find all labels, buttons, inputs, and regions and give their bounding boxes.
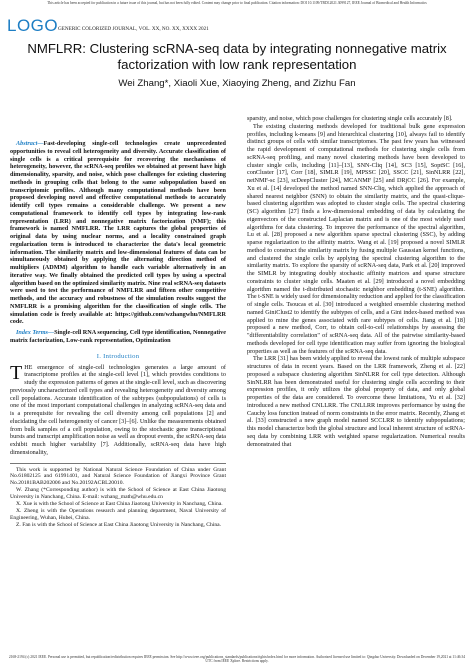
- footnote-author-fan: Z. Fan is with the School of Science at East China Jiaotong University in Nanchang, China.: [16, 521, 222, 528]
- section-heading-introduction: I. Introduction: [96, 352, 140, 360]
- intro-paragraph: [10, 361, 226, 457]
- abstract: [10, 140, 226, 326]
- paper-authors: Wei Zhang*, Xiaoli Xue, Xiaoying Zheng, and Zizhu Fan: [118, 78, 356, 89]
- journal-info-line: GENERIC COLORIZED JOURNAL, VOL. XX, NO. XX, XXXX 2021: [58, 26, 209, 32]
- index-terms: [10, 329, 226, 345]
- paper-title: NMFLRR: Clustering scRNA-seq data by integrating nonnegative matrix factorization with low rank representation: [27, 41, 447, 72]
- body-paragraph: The LRR [31] has been widely applied to reveal the lowest rank of multiple subspace structures of data in recent years. Based on the LRR framework, Zheng et al. [22] proposed a subspace clustering algorithm SinNLRR for cell type detection. Although SinNLRR has been demonstrated useful for clustering single cells according to their expression profiles, it only utilizes the global property of data, and only global properties of the data are considered. To overcome these limitations, Yu et al. [32] introduced a new method CNLLRR. The CNLLRR improves performance by using the Cauchy loss function instead of norm constraints in the error matrix. Recently, Zhang et al. [33] constructed a new graph model named SCCLRR to identify subpopulations; this model characterize both the global structure and local inherent structure of scRNA-seq data by combining LRR with weighted sparse regularization. Numerical results demonstrated that: [247, 355, 465, 448]
- footnote-author-zheng: X. Zheng is with the Operations research and planning department, Naval University of Engineering, Wuhan, Hubei, China.: [10, 507, 226, 521]
- footnote-author-zhang: W. Zhang (*Corresponding author) is with the School of Science at East China Jiaotong University in Nanchang, China. E-mail: wzhang_math@whu.edu.cn: [10, 487, 226, 501]
- body-paragraph: sparsity, and noise, which pose challenges for clustering single cells accurately [8].: [247, 115, 453, 122]
- left-column: [10, 140, 226, 529]
- footnote-author-xue: X. Xue is with the School of Science at East China Jiaotong University in Nanchang, China.: [16, 501, 223, 508]
- intro-text: HE emergence of single-cell technologies generates a large amount of transcriptome profiles at the single-cell level [1], which provides conditions to study the expression patterns of genes at the single-cell level, such as discovering previously uncharacterized cell types and revealing heterogeneity and diversity among cell populations. Accurate identification of the subtypes (subpopulations) of cells is one of the most important computational challenges in analyzing scRNA-seq data and is a prerequisite for revealing the cell diversity among cell populations [2] and elucidating the cell heterogeneity of cancer [3]–[6]. Unlike the measurements obtained from bulk samples of a cell population, owing to the stochastic gene transcriptional bursts and transcript amplification noise as well as dropout events, the scRNA-seq data exhibit much higher variability [7]. Additionally, scRNA-seq data have high dimensionality,: [10, 363, 226, 456]
- footnote-funding: This work is supported by National Natural Science Foundation of China under Grant No.61802125 and 61991401, and Natural Science Foundation of Jiangxi Province Grant No.20181BAB202006 and No.20192ACBL20010.: [10, 466, 226, 487]
- journal-logo: LOGO: [7, 16, 59, 35]
- index-terms-lead: Index Terms—: [16, 329, 55, 336]
- accepted-notice: This article has been accepted for publication in a future issue of this journal, but has not been fully edited. Content may change prior to final publication. Citation information: DOI 10.1109/TBDI.2021.3099127, IEEE Journal of Biomedical and Health Informatics: [47, 1, 427, 5]
- drop-cap: T: [10, 361, 23, 384]
- right-column: [247, 115, 465, 448]
- page-footer: 2168-2194 (c) 2021 IEEE. Personal use is permitted, but republication/redistribution requires IEEE permission. See http://www.ieee.org/publications_standards/publications/rights/index.html for more information. Authorized licensed use limited to: Qingdao University. Downloaded on December 19,2021 at 11:46:34 UTC from IEEE Xplore. Restrictions apply.: [8, 655, 466, 664]
- index-terms-text: Single-cell RNA sequencing, Cell type identification, Nonnegative matrix factorization, Low-rank representation, Optimization: [10, 329, 226, 344]
- body-paragraph: The existing clustering methods developed for traditional bulk gene expression profiles, including k-means [9] and hierarchical clustering [10], always fail to identify distinct groups of cells with similar transcriptomes. The past few years has witnessed the rapid development of computational methods for clustering single cells from scRNA-seq profiling, and many novel clustering methods have been developed to cluster single cells, including [11]–[13], SNN-Cliq [14], SC3 [15], SoptSC [16], conCluster [17], Corr [18], SIMLR [19], MPSSC [20], SSCC [21], SinNLRR [22], netNMF-sc [23], scDeepCluster [24], MCANMF [25] and DRjCC [26]. For example, Xu et al. [14] developed the method named SNN-Cliq, which applied the approach of shared nearest neighbor (SNN) to obtain the similarity matrix, and the quasi-clique-based clustering algorithm was adopted to cluster single cells. The spectral clustering (SC) algorithm [27] finds a low-dimensional embedding of data by calculating the eigenvectors of the constructed Laplacian matrix and is one of the most widely used algorithms for data clustering. To improve the performance of the spectral algorithm, Lu et al. [28] proposed a new algorithm sparse spectral clustering (SSC), by adding sparse regularization to the affinity matrix. Wang et al. [19] proposed a novel SIMLR method to construct the similarity matrix by fusing multiple Gaussian kernel functions, and clustered the single cells by applying the spectral clustering algorithm to the similarity matrix. To explore the sparsity of scRNA-seq data, Park et al. [20] improved the SIMLR by integrating doubly stochastic affinity matrices and sparse structure constraints to cluster single cells. Maaten et al. [29] introduced a novel embedding algorithm named the t-distributed stochastic neighbor embedding (t-SNE) algorithm. The t-SNE is widely used for dimensionality reduction and applied for the classification of single cells. Tsoucas et al. [30] introduced a weighted ensemble clustering method named GiniClust2 to identify the subtypes of cells, and a Gini index-based method was applied to mine the genes associated with rare subtypes of cells. Jiang et al. [18] proposed a new method, Corr, to obtain cell-to-cell relationships by assessing the "differentiability correlation" of scRNA-seq data. All of the pairwise similarity-based methods developed for cell type identification may suffer from ignoring the biological properties as well as the features of the scRNA-seq data.: [247, 122, 465, 355]
- footnote-divider: [10, 463, 226, 464]
- abstract-lead: Abstract—: [16, 140, 44, 147]
- abstract-text: Fast-developing single-cell technologies create unprecedented opportunities to reveal cell heterogeneity and diversity. Accurate classification of single cells is a critical prerequisite for recovering the mechanisms of heterogeneity, however, the scRNA-seq profiles we obtained at present have high dimensionality, sparsity, and noise, which pose challenges for existing clustering methods in grouping cells that belong to the same subpopulation based on transcriptomic profiles. Although many computational methods have been proposed developing novel and effective computational methods to accurately identify cell types remains a considerable challenge. We present a new computational framework to identify cell types by integrating low-rank representation (LRR) and nonnegative matrix factorization (NMF); this framework is named NMFLRR. The LRR captures the global properties of original data by using nuclear norms, and a locality constrained graph regularization term is introduced to characterize the data's local geometric information. The similarity matrix and low-dimensional features of data can be simultaneously obtained by applying the alternating direction method of multipliers (ADMM) algorithm to handle each variable alternatively in an iterative way. We finally obtained the predicted cell types by using a spectral algorithm based on the optimized similarity matrix. Nine real scRNA-seq datasets were used to test the performance of NMFLRR and fifteen other competitive methods, and the accuracy and robustness of the simulation results suggest the NMFLRR is a promising algorithm for the classification of single cells. The simulation code is freely available at: https://github.com/wzhangwhu/NMFLRR code.: [10, 140, 226, 326]
